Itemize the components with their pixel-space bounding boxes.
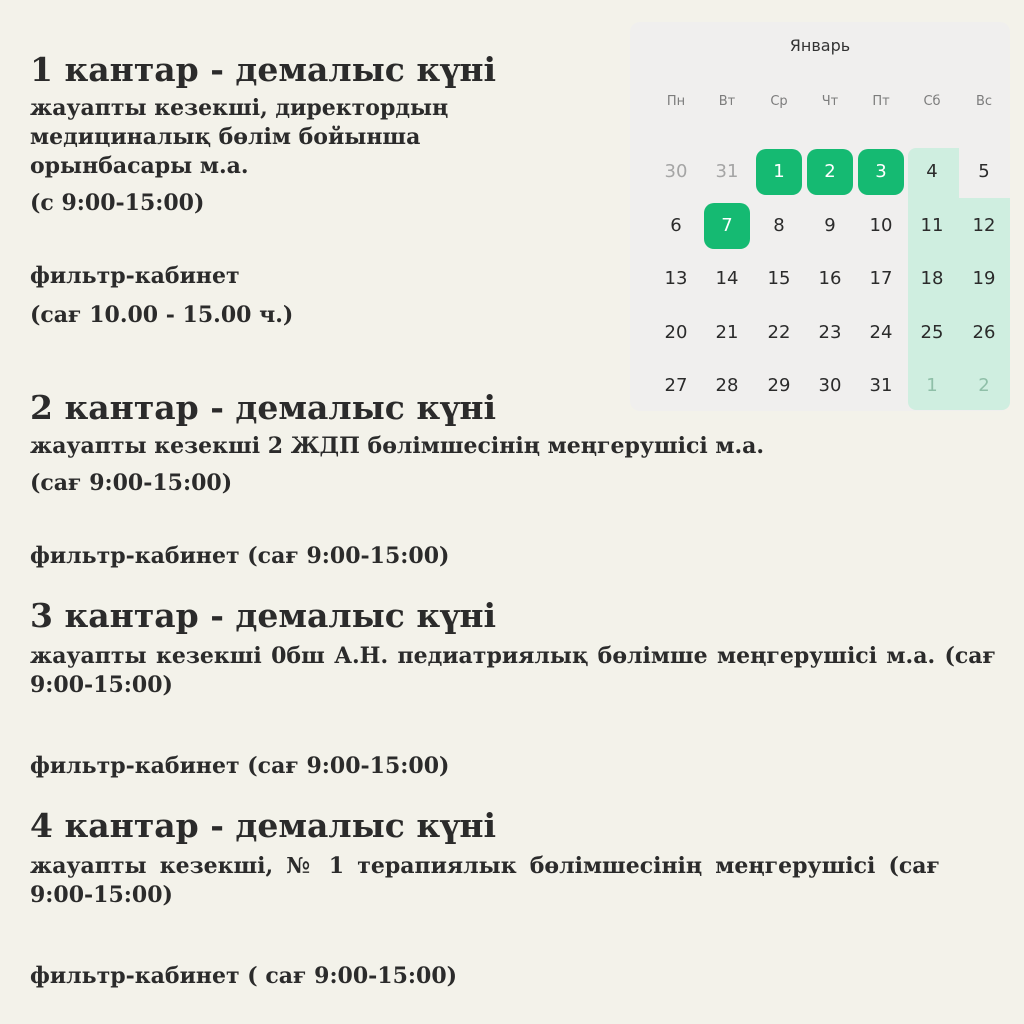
- calendar-day[interactable]: 8: [773, 215, 785, 236]
- filter-cabinet-text: фильтр-кабинет (сағ 9:00-15:00): [30, 753, 450, 779]
- duty-line: орынбасары м.а.: [30, 153, 249, 179]
- calendar-day[interactable]: 24: [869, 322, 893, 343]
- duty-hours: (сағ 9:00-15:00): [30, 470, 233, 496]
- calendar-day[interactable]: 1: [926, 375, 938, 396]
- weekday-label: Чт: [821, 94, 839, 109]
- calendar-day[interactable]: 28: [715, 375, 739, 396]
- calendar-day[interactable]: 5: [978, 161, 990, 182]
- calendar-day[interactable]: 21: [715, 322, 739, 343]
- calendar-day[interactable]: 11: [920, 215, 944, 236]
- section-title: 3 кантар - демалыс күні: [30, 596, 497, 635]
- weekday-label: Вт: [718, 94, 736, 109]
- calendar-day[interactable]: 31: [715, 161, 739, 182]
- calendar-day[interactable]: 9: [824, 215, 836, 236]
- duty-officer-text: жауапты кезекші 0бш А.Н. педиатриялық бөлімше меңгерушісі м.а. (сағ 9:00-15:00): [30, 643, 996, 698]
- calendar-day[interactable]: 15: [767, 268, 791, 289]
- section-title: 4 кантар - демалыс күні: [30, 806, 497, 845]
- section-jan-4: [30, 806, 940, 991]
- calendar-month-title: Январь: [789, 36, 851, 55]
- calendar-day[interactable]: 16: [818, 268, 842, 289]
- duty-hours: (с 9:00-15:00): [30, 190, 205, 216]
- duty-officer-text: [30, 94, 605, 181]
- calendar-day[interactable]: 30: [664, 161, 688, 182]
- calendar-day[interactable]: 2: [807, 149, 853, 195]
- calendar-day[interactable]: 4: [926, 161, 938, 182]
- filter-cabinet-text: фильтр-кабинет ( сағ 9:00-15:00): [30, 963, 458, 989]
- calendar-day[interactable]: 17: [869, 268, 893, 289]
- section-title: 1 кантар - демалыс күні: [30, 50, 497, 89]
- filter-cabinet-label: фильтр-кабинет: [30, 263, 240, 289]
- calendar-day[interactable]: 2: [978, 375, 990, 396]
- filter-cabinet-text: фильтр-кабинет (сағ 9:00-15:00): [30, 543, 450, 569]
- calendar-day[interactable]: 18: [920, 268, 944, 289]
- calendar-day[interactable]: 20: [664, 322, 688, 343]
- calendar-day[interactable]: 29: [767, 375, 791, 396]
- calendar-day[interactable]: 6: [670, 215, 682, 236]
- weekday-label: Ср: [770, 94, 788, 109]
- calendar-day[interactable]: 26: [972, 322, 996, 343]
- calendar-day[interactable]: 10: [869, 215, 893, 236]
- duty-line: жауапты кезекші, директордың: [30, 95, 449, 121]
- duty-officer-text: жауапты кезекші 2 ЖДП бөлімшесінің меңгерушісі м.а.: [30, 433, 765, 459]
- filter-cabinet-hours: (сағ 10.00 - 15.00 ч.): [30, 302, 294, 328]
- calendar-day[interactable]: 31: [869, 375, 893, 396]
- weekday-label: Пн: [666, 94, 686, 109]
- calendar-day[interactable]: 25: [920, 322, 944, 343]
- weekday-label: Вс: [975, 94, 993, 109]
- weekday-label: Пт: [872, 94, 890, 109]
- calendar-day[interactable]: 19: [972, 268, 996, 289]
- january-calendar: [630, 22, 1010, 411]
- section-title: 2 кантар - демалыс күні: [30, 388, 497, 427]
- section-jan-3: [30, 596, 996, 781]
- calendar-day[interactable]: 14: [715, 268, 739, 289]
- calendar-day[interactable]: 1: [756, 149, 802, 195]
- calendar-day[interactable]: 23: [818, 322, 842, 343]
- duty-officer-text: жауапты кезекші, № 1 терапиялык бөлімшесінің меңгерушісі (сағ 9:00-15:00): [30, 853, 940, 908]
- weekday-label: Сб: [923, 94, 941, 109]
- calendar-day[interactable]: 22: [767, 322, 791, 343]
- section-jan-1: [30, 50, 605, 330]
- calendar-day[interactable]: 12: [972, 215, 996, 236]
- calendar-day[interactable]: 7: [704, 203, 750, 249]
- calendar-day[interactable]: 13: [664, 268, 688, 289]
- section-jan-2: [30, 388, 980, 571]
- calendar-day[interactable]: 3: [858, 149, 904, 195]
- duty-line: медициналық бөлім бойынша: [30, 124, 421, 150]
- calendar-day[interactable]: 30: [818, 375, 842, 396]
- calendar-day[interactable]: 27: [664, 375, 688, 396]
